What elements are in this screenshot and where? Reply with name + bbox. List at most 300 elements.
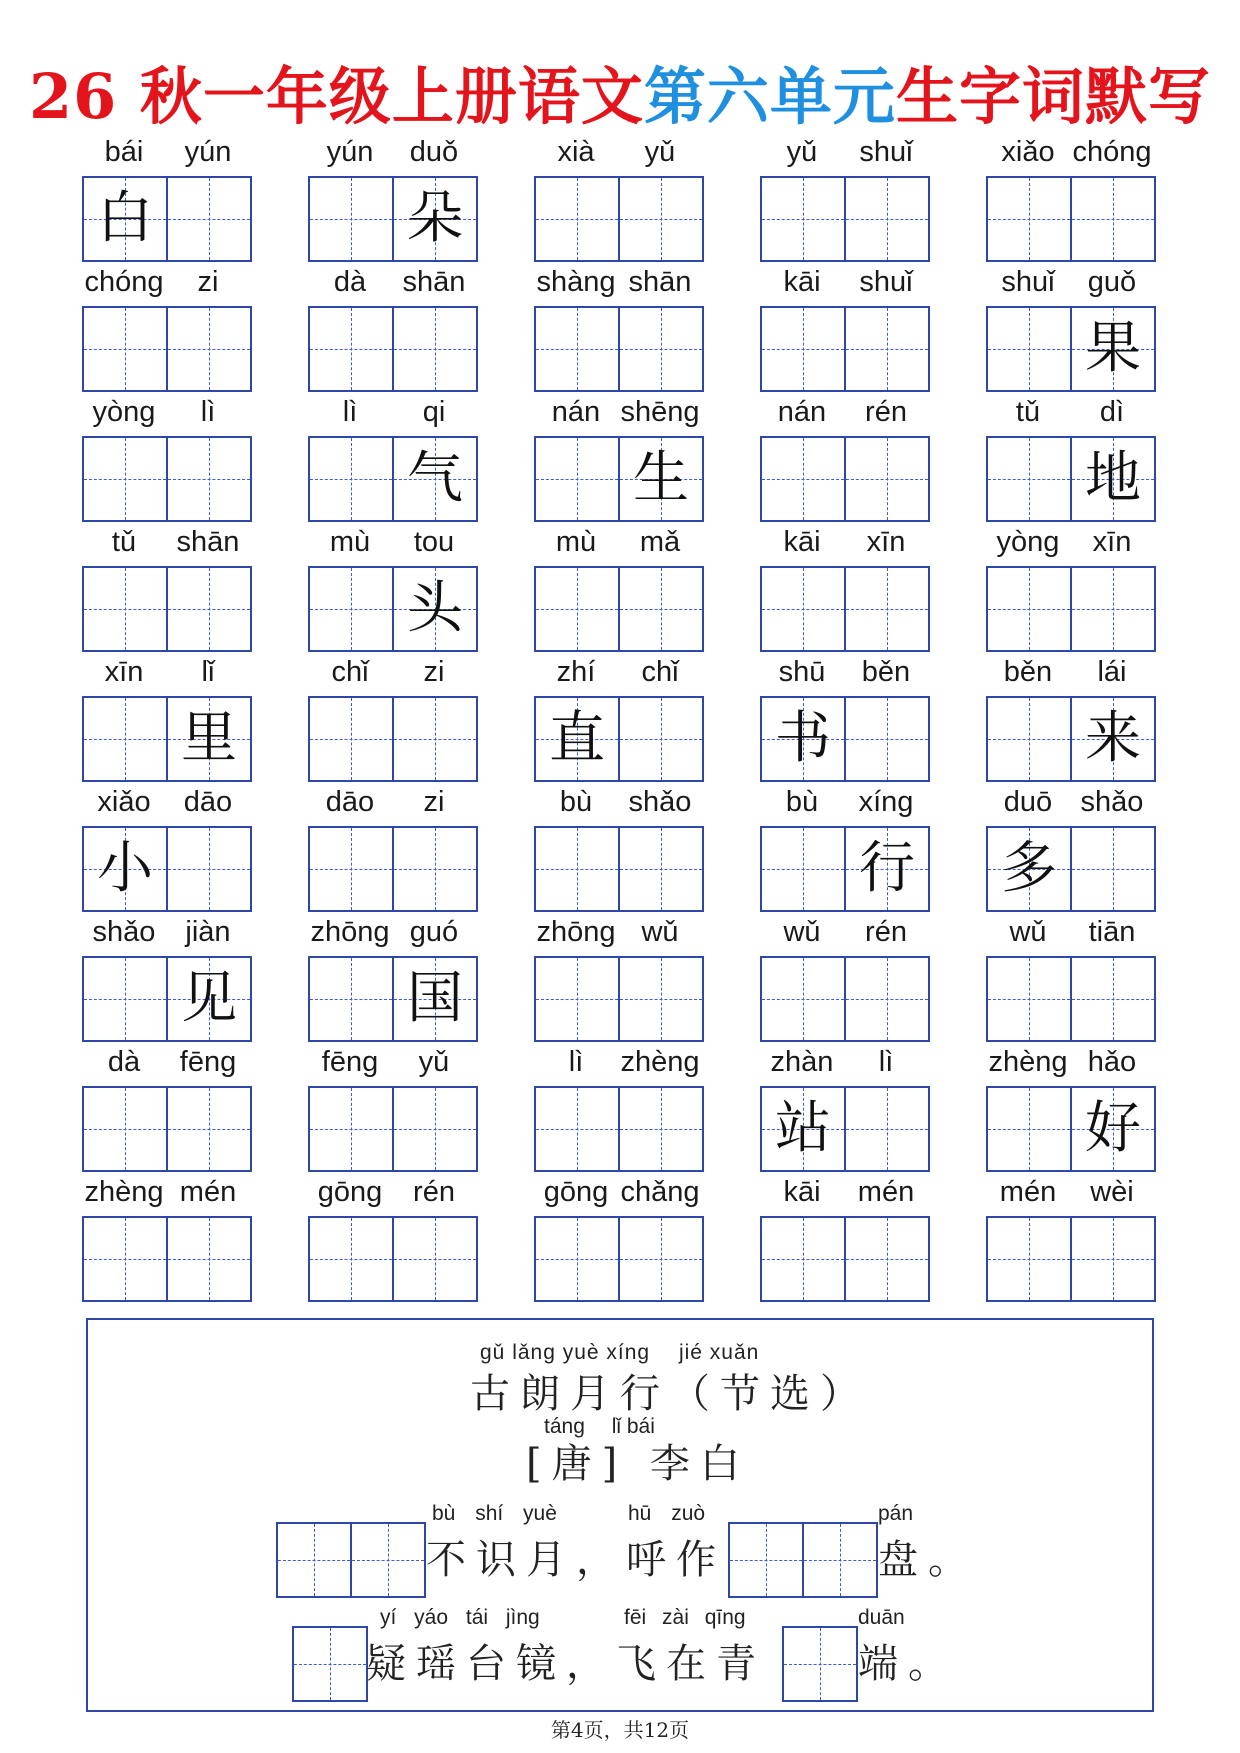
pinyin-label: kāi [783, 1176, 821, 1208]
poem-line2-text-b: 端。 [858, 1641, 958, 1687]
pinyin-label: tǔ [1015, 396, 1041, 428]
pinyin-label: mén [179, 1176, 237, 1208]
word-item [760, 652, 928, 780]
hint-character [84, 1088, 166, 1170]
hint-character [846, 1218, 928, 1300]
writing-cell[interactable] [844, 1088, 928, 1170]
pinyin-label: zhèng [988, 1046, 1068, 1078]
pinyin-label: yòng [996, 526, 1060, 558]
writing-boxes [760, 1086, 930, 1172]
writing-cell[interactable] [618, 308, 702, 390]
pinyin-label: tǔ [111, 526, 137, 558]
hint-character: 直 [549, 706, 605, 771]
pinyin-label: tiān [1088, 916, 1136, 948]
word-item [308, 132, 476, 260]
poem-blank-box-1[interactable] [276, 1522, 426, 1598]
writing-cell[interactable] [762, 1088, 844, 1170]
writing-cell[interactable] [84, 178, 166, 260]
pinyin-label: wèi [1090, 1176, 1134, 1208]
pinyin-label: bù [559, 786, 593, 818]
hint-character [620, 178, 702, 260]
writing-cell[interactable] [1070, 178, 1154, 260]
poem-title-pinyin: gǔ lǎng yuè xíng jié xuǎn [480, 1341, 760, 1364]
hint-character [84, 568, 166, 650]
hint-character [168, 438, 250, 520]
hint-character: 气 [407, 446, 463, 511]
word-item [82, 782, 250, 910]
pinyin-label: rén [865, 396, 907, 428]
writing-cell[interactable] [536, 438, 618, 520]
writing-cell[interactable] [166, 1088, 250, 1170]
hint-character [846, 568, 928, 650]
pinyin-label: shū [778, 656, 826, 688]
hint-character [310, 178, 392, 260]
pinyin-label: zhōng [310, 916, 390, 948]
writing-cell[interactable] [988, 1088, 1070, 1170]
writing-cell[interactable] [1070, 1088, 1154, 1170]
pinyin-label: chóng [1072, 136, 1152, 168]
pinyin-label: shǎo [92, 916, 156, 948]
writing-cell[interactable] [84, 828, 166, 910]
writing-boxes [308, 956, 478, 1042]
writing-boxes [82, 826, 252, 912]
writing-cell[interactable] [618, 828, 702, 910]
hint-character [84, 958, 166, 1040]
pinyin-label: kāi [783, 266, 821, 298]
writing-boxes [534, 696, 704, 782]
hint-character [394, 828, 476, 910]
writing-cell[interactable] [1070, 308, 1154, 390]
hint-character [310, 1088, 392, 1170]
writing-cell[interactable] [762, 958, 844, 1040]
pinyin-label: xiǎo [97, 786, 151, 818]
writing-cell[interactable] [392, 828, 476, 910]
hint-character [536, 178, 618, 260]
hint-character [762, 178, 844, 260]
pinyin-label: fēng [321, 1046, 379, 1078]
writing-cell[interactable] [166, 178, 250, 260]
hint-character [988, 958, 1070, 1040]
page-title [0, 52, 1240, 142]
word-item [308, 522, 476, 650]
writing-cell[interactable] [762, 698, 844, 780]
hint-character [620, 308, 702, 390]
writing-cell[interactable] [166, 438, 250, 520]
pinyin-label: shān [176, 526, 240, 558]
hint-character [310, 568, 392, 650]
pinyin-label: xīn [866, 526, 906, 558]
hint-character: 多 [1001, 836, 1057, 901]
writing-cell[interactable] [310, 438, 392, 520]
hint-character [988, 1088, 1070, 1170]
writing-cell[interactable] [310, 958, 392, 1040]
writing-cell[interactable] [762, 308, 844, 390]
hint-character [168, 1088, 250, 1170]
hint-character [762, 568, 844, 650]
hint-character [536, 308, 618, 390]
title-part-red-2: 生字词默写 [895, 60, 1211, 133]
pinyin-label: yǔ [644, 136, 676, 168]
word-item [82, 652, 250, 780]
pinyin-label: gōng [317, 1176, 383, 1208]
pinyin-label: mù [329, 526, 371, 558]
writing-cell[interactable] [844, 568, 928, 650]
writing-boxes [534, 176, 704, 262]
hint-character [846, 308, 928, 390]
hint-character: 国 [407, 966, 463, 1031]
writing-cell[interactable] [618, 1088, 702, 1170]
hint-character [620, 958, 702, 1040]
hint-character [620, 698, 702, 780]
pinyin-label: nán [777, 396, 827, 428]
writing-cell[interactable] [84, 698, 166, 780]
hint-character [762, 828, 844, 910]
hint-character [1072, 568, 1154, 650]
writing-cell[interactable] [762, 568, 844, 650]
word-item [760, 912, 928, 1040]
writing-boxes [986, 696, 1156, 782]
word-item [760, 262, 928, 390]
pinyin-label: zi [197, 266, 219, 298]
writing-cell[interactable] [166, 308, 250, 390]
pinyin-label: lì [200, 396, 216, 428]
word-item [760, 782, 928, 910]
hint-character [394, 698, 476, 780]
word-item [82, 132, 250, 260]
pinyin-label: bái [104, 136, 144, 168]
writing-boxes [82, 566, 252, 652]
writing-cell[interactable] [84, 568, 166, 650]
writing-cell[interactable] [762, 178, 844, 260]
pinyin-label: wǔ [783, 916, 821, 948]
word-item [534, 1042, 702, 1170]
hint-character: 来 [1085, 706, 1141, 771]
writing-cell[interactable] [84, 958, 166, 1040]
pinyin-label: kāi [783, 526, 821, 558]
pinyin-label: zhèng [620, 1046, 700, 1078]
poem-line2-pinyin-a: yí yáo tái jìng [380, 1606, 540, 1629]
hint-character [310, 958, 392, 1040]
writing-cell[interactable] [310, 828, 392, 910]
writing-cell[interactable] [310, 178, 392, 260]
writing-boxes [82, 956, 252, 1042]
poem-line1-text-a: 不识月，呼作 [426, 1537, 726, 1583]
word-item [534, 392, 702, 520]
pinyin-label: chǐ [331, 656, 369, 688]
writing-cell[interactable] [392, 438, 476, 520]
pinyin-label: duǒ [409, 136, 459, 168]
hint-character [310, 308, 392, 390]
writing-boxes [760, 306, 930, 392]
writing-cell[interactable] [392, 698, 476, 780]
writing-boxes [82, 306, 252, 392]
writing-boxes [308, 306, 478, 392]
writing-boxes [986, 306, 1156, 392]
hint-character [762, 958, 844, 1040]
writing-boxes [308, 826, 478, 912]
poem-line1-text-b: 盘。 [878, 1537, 978, 1583]
writing-cell[interactable] [618, 568, 702, 650]
word-item [534, 912, 702, 1040]
writing-cell[interactable] [988, 1218, 1070, 1300]
writing-cell[interactable] [762, 1218, 844, 1300]
hint-character: 站 [775, 1096, 831, 1161]
hint-character: 里 [181, 706, 237, 771]
writing-cell[interactable] [1070, 1218, 1154, 1300]
hint-character [536, 1088, 618, 1170]
writing-cell[interactable] [988, 178, 1070, 260]
pinyin-label: yún [184, 136, 232, 168]
poem-line2-text-a: 疑瑶台镜，飞在青 [366, 1641, 766, 1687]
word-item [82, 392, 250, 520]
pinyin-label: dì [1099, 396, 1125, 428]
writing-cell[interactable] [166, 828, 250, 910]
word-item [534, 522, 702, 650]
writing-boxes [986, 1086, 1156, 1172]
writing-cell[interactable] [618, 1218, 702, 1300]
pinyin-label: chóng [84, 266, 164, 298]
word-item [986, 132, 1154, 260]
pinyin-label: běn [861, 656, 911, 688]
poem-line1-pinyin-a: bù shí yuè [432, 1502, 557, 1525]
writing-cell[interactable] [84, 1218, 166, 1300]
pinyin-label: jiàn [185, 916, 231, 948]
pinyin-label: zhèng [84, 1176, 164, 1208]
hint-character [762, 308, 844, 390]
writing-cell[interactable] [618, 958, 702, 1040]
hint-character [394, 1218, 476, 1300]
pinyin-label: dà [107, 1046, 141, 1078]
hint-character [762, 438, 844, 520]
writing-cell[interactable] [844, 308, 928, 390]
pinyin-label: guó [409, 916, 459, 948]
hint-character: 好 [1085, 1096, 1141, 1161]
writing-boxes [534, 1086, 704, 1172]
writing-boxes [534, 826, 704, 912]
writing-cell[interactable] [762, 438, 844, 520]
word-item [760, 132, 928, 260]
pinyin-label: guǒ [1087, 266, 1137, 298]
writing-cell[interactable] [536, 1088, 618, 1170]
writing-cell[interactable] [536, 828, 618, 910]
pinyin-label: zhōng [536, 916, 616, 948]
writing-cell[interactable] [1070, 438, 1154, 520]
writing-cell[interactable] [392, 308, 476, 390]
writing-boxes [82, 176, 252, 262]
writing-cell[interactable] [310, 1218, 392, 1300]
writing-cell[interactable] [536, 958, 618, 1040]
word-item [986, 652, 1154, 780]
hint-character [394, 1088, 476, 1170]
hint-character: 行 [859, 836, 915, 901]
writing-boxes [986, 566, 1156, 652]
hint-character [988, 178, 1070, 260]
hint-character: 头 [407, 576, 463, 641]
writing-cell[interactable] [988, 958, 1070, 1040]
pinyin-label: bù [785, 786, 819, 818]
writing-cell[interactable] [166, 698, 250, 780]
writing-cell[interactable] [762, 828, 844, 910]
hint-character [310, 828, 392, 910]
writing-cell[interactable] [618, 698, 702, 780]
writing-boxes [82, 1216, 252, 1302]
writing-cell[interactable] [618, 178, 702, 260]
word-item [82, 522, 250, 650]
writing-cell[interactable] [844, 438, 928, 520]
writing-cell[interactable] [1070, 568, 1154, 650]
hint-character [1072, 1218, 1154, 1300]
writing-cell[interactable] [1070, 698, 1154, 780]
hint-character [846, 178, 928, 260]
pinyin-label: lái [1097, 656, 1127, 688]
word-item [308, 652, 476, 780]
writing-cell[interactable] [166, 1218, 250, 1300]
pinyin-label: shàng [536, 266, 616, 298]
writing-cell[interactable] [310, 698, 392, 780]
hint-character [310, 698, 392, 780]
writing-cell[interactable] [1070, 828, 1154, 910]
writing-cell[interactable] [84, 1088, 166, 1170]
hint-character: 见 [181, 966, 237, 1031]
writing-boxes [534, 306, 704, 392]
word-item [82, 912, 250, 1040]
hint-character [84, 698, 166, 780]
writing-boxes [760, 176, 930, 262]
poem-author-pinyin: táng lǐ bái [544, 1415, 655, 1438]
writing-cell[interactable] [988, 308, 1070, 390]
hint-character [846, 438, 928, 520]
writing-cell[interactable] [844, 828, 928, 910]
pinyin-label: shān [628, 266, 692, 298]
word-item [82, 1042, 250, 1170]
pinyin-label: chǎng [620, 1176, 700, 1208]
hint-character [846, 958, 928, 1040]
hint-character [1072, 828, 1154, 910]
writing-cell[interactable] [536, 178, 618, 260]
hint-character [988, 438, 1070, 520]
writing-cell[interactable] [1070, 958, 1154, 1040]
hint-character [168, 568, 250, 650]
word-item [986, 782, 1154, 910]
writing-cell[interactable] [844, 958, 928, 1040]
pinyin-label: chǐ [641, 656, 679, 688]
pinyin-label: shēng [620, 396, 700, 428]
writing-boxes [308, 696, 478, 782]
pinyin-label: lì [342, 396, 358, 428]
pinyin-label: duō [1003, 786, 1053, 818]
hint-character [846, 1088, 928, 1170]
writing-cell[interactable] [310, 568, 392, 650]
writing-cell[interactable] [536, 308, 618, 390]
hint-character [846, 698, 928, 780]
pinyin-label: hǎo [1087, 1046, 1137, 1078]
hint-character [310, 1218, 392, 1300]
writing-cell[interactable] [536, 1218, 618, 1300]
writing-cell[interactable] [988, 438, 1070, 520]
writing-cell[interactable] [84, 308, 166, 390]
writing-cell[interactable] [988, 698, 1070, 780]
writing-cell[interactable] [392, 178, 476, 260]
pinyin-label: běn [1003, 656, 1053, 688]
poem-author: [唐] 李白 [526, 1441, 750, 1487]
pinyin-label: dāo [183, 786, 233, 818]
writing-boxes [760, 826, 930, 912]
pinyin-label: yǔ [418, 1046, 450, 1078]
writing-boxes [760, 566, 930, 652]
pinyin-label: nán [551, 396, 601, 428]
writing-boxes [986, 1216, 1156, 1302]
writing-cell[interactable] [988, 828, 1070, 910]
word-item [986, 1042, 1154, 1170]
pinyin-label: dāo [325, 786, 375, 818]
word-item [308, 1172, 476, 1300]
pinyin-label: dà [333, 266, 367, 298]
writing-cell[interactable] [536, 698, 618, 780]
hint-character [168, 178, 250, 260]
title-part-blue: 第六单元 [643, 60, 896, 133]
word-item [760, 1172, 928, 1300]
hint-character [1072, 178, 1154, 260]
pinyin-label: lì [568, 1046, 584, 1078]
writing-cell[interactable] [618, 438, 702, 520]
writing-cell[interactable] [844, 698, 928, 780]
writing-boxes [308, 566, 478, 652]
writing-cell[interactable] [392, 568, 476, 650]
hint-character [168, 308, 250, 390]
writing-boxes [82, 436, 252, 522]
writing-cell[interactable] [166, 958, 250, 1040]
word-item [760, 392, 928, 520]
writing-boxes [760, 956, 930, 1042]
hint-character [84, 308, 166, 390]
writing-cell[interactable] [310, 1088, 392, 1170]
writing-cell[interactable] [392, 958, 476, 1040]
pinyin-label: shǎo [1080, 786, 1144, 818]
writing-boxes [986, 826, 1156, 912]
hint-character [988, 698, 1070, 780]
hint-character [536, 568, 618, 650]
pinyin-label: shǎo [628, 786, 692, 818]
word-item [986, 392, 1154, 520]
poem-blank-box-2[interactable] [728, 1522, 878, 1598]
writing-cell[interactable] [84, 438, 166, 520]
writing-boxes [308, 1086, 478, 1172]
writing-cell[interactable] [392, 1088, 476, 1170]
writing-boxes [534, 566, 704, 652]
writing-cell[interactable] [166, 568, 250, 650]
pinyin-label: wǔ [1009, 916, 1047, 948]
writing-cell[interactable] [844, 178, 928, 260]
poem-line1-pinyin-b: hū zuò [628, 1502, 706, 1525]
writing-cell[interactable] [988, 568, 1070, 650]
writing-boxes [82, 696, 252, 782]
pinyin-label: tou [413, 526, 455, 558]
hint-character: 地 [1085, 446, 1141, 511]
word-item [308, 912, 476, 1040]
poem-blank-box-4[interactable] [782, 1626, 858, 1702]
word-item [986, 1172, 1154, 1300]
writing-cell[interactable] [392, 1218, 476, 1300]
writing-cell[interactable] [536, 568, 618, 650]
hint-character: 小 [97, 836, 153, 901]
pinyin-label: xíng [858, 786, 914, 818]
writing-cell[interactable] [310, 308, 392, 390]
poem-blank-box-3[interactable] [292, 1626, 368, 1702]
hint-character [620, 568, 702, 650]
page-footer: 第4页，共12页 [550, 1718, 690, 1742]
writing-cell[interactable] [844, 1218, 928, 1300]
poem-line1-pinyin-c: pán [878, 1502, 914, 1525]
